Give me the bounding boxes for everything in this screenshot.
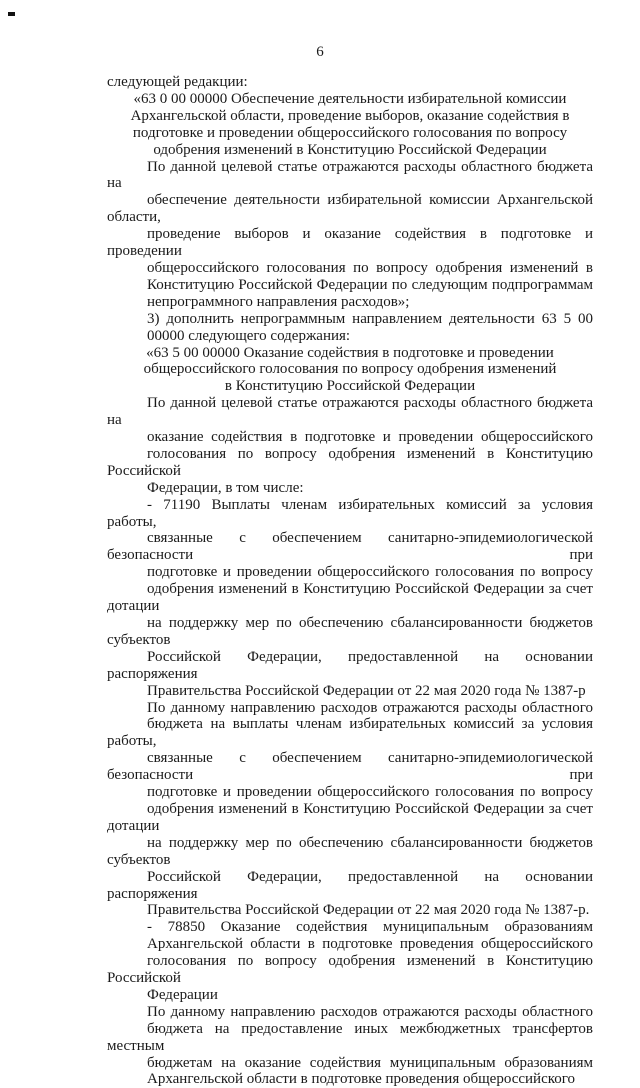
text-line: на поддержку мер по обеспечению сбалансированности бюджетов субъектов: [107, 834, 593, 868]
text-line: - 78850 Оказание содействия муниципальным образованиям: [147, 919, 593, 936]
text-line: - 71190 Выплаты членам избирательных комиссий за условия работы,: [107, 496, 593, 530]
section-heading: [107, 345, 593, 396]
text-line: общероссийского голосования по вопросу одобрения изменений: [143, 361, 557, 378]
text-line: подготовке и проведении общероссийского голосования по вопросу: [147, 784, 593, 801]
text-line: По данному направлению расходов отражаются расходы областного: [147, 699, 593, 716]
text-line: оказание содействия в подготовке и проведении общероссийского: [147, 429, 593, 446]
text-line: подготовке и проведении общероссийского голосования по вопросу: [147, 564, 593, 581]
text-line: По данной целевой статье отражаются расходы областного бюджета на: [107, 395, 593, 429]
text-line: бюджета на выплаты членам избирательных комиссий за условия работы,: [107, 716, 593, 750]
text-line: непрограммного направления расходов»;: [147, 293, 410, 310]
paragraph: [107, 74, 593, 91]
text-line: «63 0 00 00000 Обеспечение деятельности избирательной комиссии: [133, 90, 567, 107]
text-line: 3) дополнить непрограммным направлением деятельности 63 5 00: [147, 310, 593, 327]
text-line: общероссийского голосования по вопросу одобрения изменений в: [147, 259, 593, 276]
text-line: голосования по вопросу одобрения изменений в Конституцию Российской: [107, 953, 593, 987]
text-line: следующей редакции:: [107, 74, 248, 90]
text-line: Конституцию Российской Федерации по следующим подпрограммам: [147, 276, 593, 293]
text-line: проведение выборов и оказание содействия в подготовке и проведении: [107, 226, 593, 260]
text-line: одобрения изменений в Конституцию Российской Федерации: [153, 141, 547, 158]
text-line: бюджетам на оказание содействия муниципальным образованиям: [147, 1054, 593, 1071]
text-line: Архангельской области в подготовке проведения общероссийского: [147, 936, 593, 953]
page-number: 6: [316, 44, 324, 60]
paragraph: [107, 919, 593, 1004]
text-line: обеспечение деятельности избирательной комиссии Архангельской области,: [107, 192, 593, 226]
paragraph: [107, 311, 593, 345]
text-line: связанные с обеспечением санитарно-эпидемиологической безопасности при: [107, 750, 593, 784]
text-line: Архангельской области, проведение выборов, оказание содействия в: [130, 107, 570, 124]
text-line: Правительства Российской Федерации от 22 мая 2020 года № 1387-р.: [147, 902, 590, 919]
text-line: По данной целевой статье отражаются расходы областного бюджета на: [107, 158, 593, 192]
text-line: 00000 следующего содержания:: [147, 327, 351, 344]
text-line: «63 5 00 00000 Оказание содействия в подготовке и проведении: [146, 344, 554, 361]
section-heading: [107, 91, 593, 159]
text-line: По данному направлению расходов отражаются расходы областного: [147, 1003, 593, 1020]
paragraph: [107, 700, 593, 920]
text-line: одобрения изменений в Конституцию Российской Федерации за счет дотации: [107, 581, 593, 615]
text-line: связанные с обеспечением санитарно-эпидемиологической безопасности при: [107, 530, 593, 564]
paragraph: [107, 395, 593, 496]
text-line: Правительства Российской Федерации от 22 мая 2020 года № 1387-р: [147, 682, 586, 699]
paragraph: [107, 159, 593, 311]
document-body: [107, 74, 593, 1088]
text-line: на поддержку мер по обеспечению сбалансированности бюджетов субъектов: [107, 615, 593, 648]
text-line: Федерации, в том числе:: [147, 479, 304, 496]
text-line: Российской Федерации, предоставленной на основании распоряжения: [107, 868, 593, 902]
scan-mark: [8, 12, 15, 16]
text-line: Российской Федерации, предоставленной на основании распоряжения: [107, 648, 593, 682]
text-line: в Конституцию Российской Федерации: [224, 378, 476, 395]
text-line: бюджета на предоставление иных межбюджетных трансфертов местным: [107, 1020, 593, 1054]
text-line: Архангельской области в подготовке проведения общероссийского: [147, 1071, 576, 1088]
text-line: одобрения изменений в Конституцию Российской Федерации за счет дотации: [107, 800, 593, 834]
paragraph: [107, 1004, 593, 1088]
paragraph: [107, 497, 593, 700]
text-line: голосования по вопросу одобрения изменений в Конституцию Российской: [107, 445, 593, 479]
text-line: Федерации: [147, 986, 218, 1003]
text-line: подготовке и проведении общероссийского голосования по вопросу: [132, 124, 568, 141]
